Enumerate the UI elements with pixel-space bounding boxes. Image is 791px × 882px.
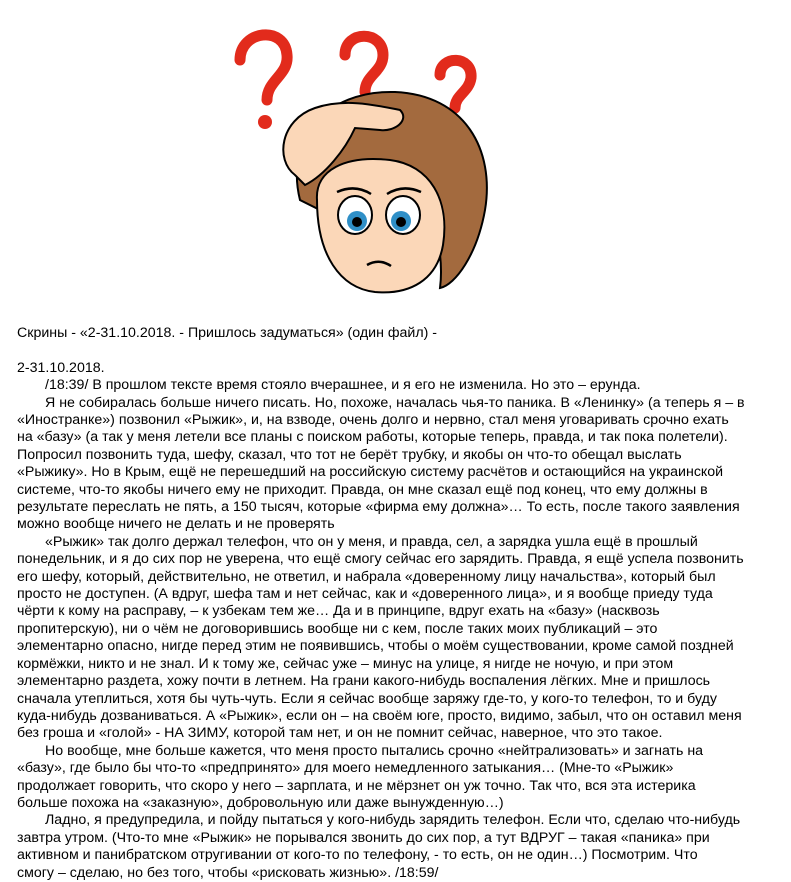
document-text xyxy=(17,325,787,882)
text-line: его шефу, который, действительно, не ответил, и набрала «доверенному лицу начальства», который был xyxy=(17,568,716,585)
text-line: Ладно, я предупредила, и пойду пытаться у кого-нибудь зарядить телефон. Если что, сделаю что-нибудь xyxy=(45,812,741,829)
text-line: чёрти к кому на расправу, – к узбекам тем же… Да и в принципе, вдруг ехать на «базу» (насквозь xyxy=(17,603,660,620)
text-line: Я не собиралась больше ничего писать. Но, похоже, началась чья-то паника. В «Ленинку» (а теперь я – в xyxy=(45,394,745,411)
text-line: Попросил позвонить туда, шефу, сказал, что тот не берёт трубку, и якобы он что-то обещал выслать xyxy=(17,446,682,463)
text-line: сначала утеплиться, хотя бы чуть-чуть. Если я сейчас вообще заряжу где-то, у кого-то телефон, то и буду xyxy=(17,690,717,707)
text-line: Но вообще, мне больше кажется, что меня просто пытались срочно «нейтрализовать» и загнать на xyxy=(45,742,704,759)
confused-person-illustration xyxy=(205,0,505,300)
text-line: «Рыжику». Но в Крым, ещё не перешедший на российскую систему расчётов и остающийся на украинской xyxy=(17,464,724,481)
text-line: просто не доступен. (А вдруг, шефа там и нет сейчас, как и «доверенного лица», и я вообще приеду туда xyxy=(17,586,713,603)
text-line: элементарно раздета, хожу почти в летнем. На грани какого-нибудь воспаления лёгких. Мне и пришлось xyxy=(17,673,711,690)
text-line: «Рыжик» так долго держал телефон, что он у меня, и правда, сел, а зарядка ушла ещё в прошлый xyxy=(45,533,698,550)
text-line: кормёжки, никто и не знал. И к тому же, сейчас уже – минус на улице, я нигде не ночую, и при этом xyxy=(17,655,674,672)
text-line: на «базу» (а так у меня летели все планы с поиском работы, которые теперь, правда, и так пока полетели). xyxy=(17,429,728,446)
header-line: Скрины - «2-31.10.2018. - Пришлось задуматься» (один файл) - xyxy=(17,325,437,341)
text-line: активном и панибратском отругивании от кого-то по телефону, - то есть, он не один…) Посмотрим. Что xyxy=(17,847,698,864)
text-line: без гроша и «голой» - НА ЗИМУ, которой там нет, и он не помнит сейчас, наверное, что это такое. xyxy=(17,725,663,742)
text-line: больше похожа на «заказную», добровольную или даже вынужденную…) xyxy=(17,794,504,811)
text-line: продолжает говорить, что скоро у него – зарплата, и не мёрзнет он уж точно. Так что, вся эта истерика xyxy=(17,777,696,794)
date-line: 2-31.10.2018. xyxy=(17,359,105,376)
text-line: смогу – сделаю, но без того, чтобы «рисковать жизнью». /18:59/ xyxy=(17,864,439,881)
text-line: можно вообще ничего не делать и не проверять xyxy=(17,516,335,533)
text-line: куда-нибудь дозваниваться. А «Рыжик», если он – на своём юге, просто, видимо, забыл, что он оставил меня xyxy=(17,707,742,724)
text-line: системе, что-то якобы ничего ему не приходит. Правда, он мне сказал ещё под конец, что ему должны в xyxy=(17,481,708,498)
face xyxy=(317,159,444,292)
text-line: элементарно опасно, нигде перед этим не появившись, чтобы о моём существовании, кроме самой поздней xyxy=(17,638,734,655)
text-line: /18:39/ В прошлом тексте время стояло вчерашнее, и я его не изменила. Но это – ерунда. xyxy=(45,377,641,394)
text-line: «Иностранке») позвонил «Рыжик», и, на взводе, очень долго и нервно, стал меня уговаривать срочно ехать xyxy=(17,412,729,429)
text-line: «базу», где было бы что-то «предпринято» для моего немедленного затыкания… (Мне-то «Рыжик» xyxy=(17,760,674,777)
text-line: результате переслать не пять, а 150 тысяч, которые «фирма ему должна»… То есть, после такого заявления xyxy=(17,499,740,516)
text-line: пропитерскую), ни о чём не договорившись вообще ни с кем, после таких моих публикаций – это xyxy=(17,620,658,637)
text-line: понедельник, и я до сих пор не уверена, что ещё смогу сейчас его зарядить. Правда, я ещё успела позвонить xyxy=(17,551,744,568)
text-line: завтра утром. (Что-то мне «Рыжик» не порывался звонить до сих пор, а тут ВДРУГ – такая «паника» при xyxy=(17,829,710,846)
